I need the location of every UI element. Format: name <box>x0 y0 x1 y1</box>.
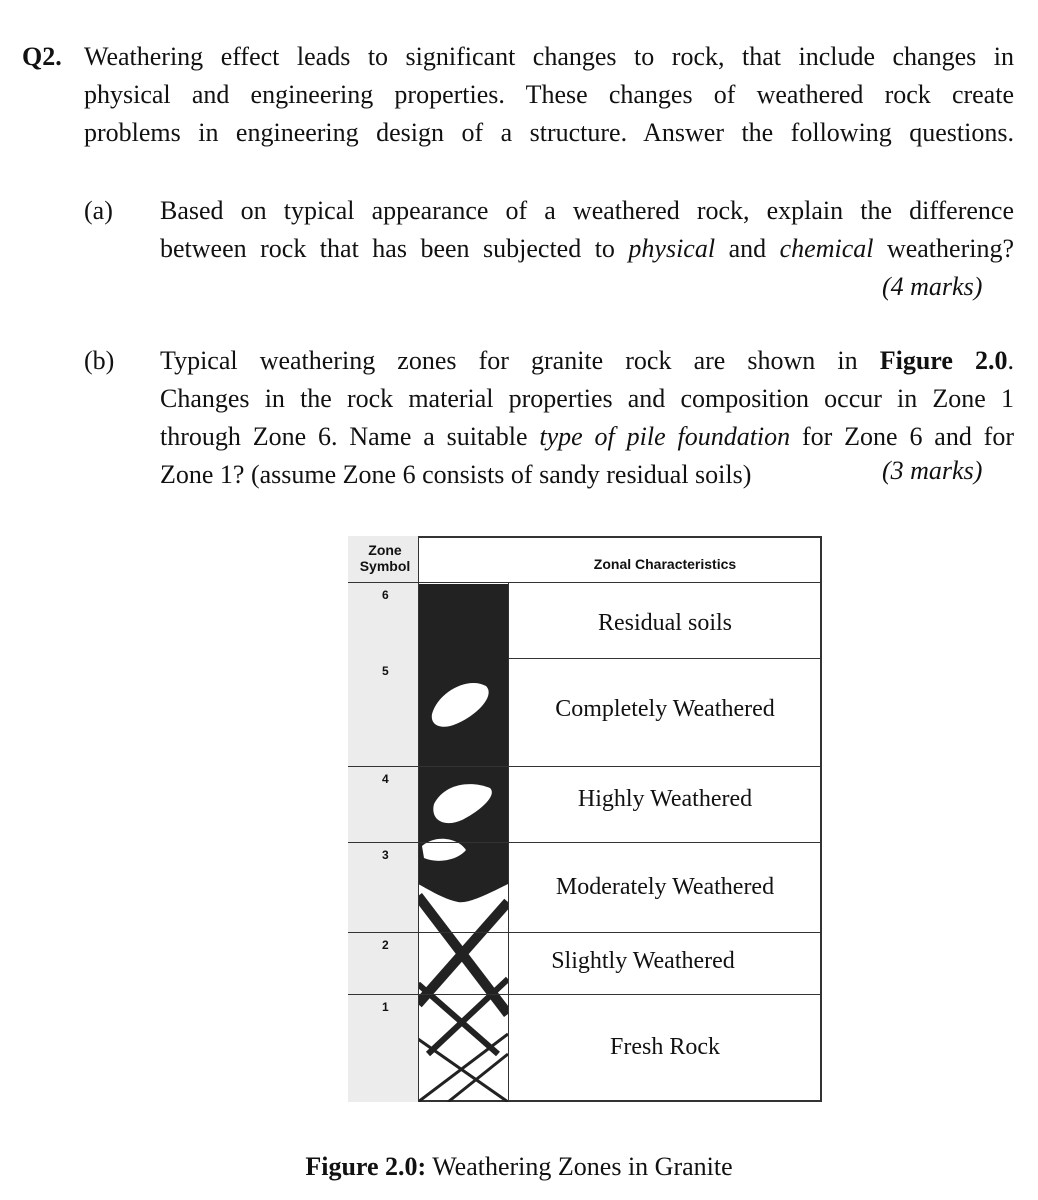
symbol-column-divider <box>418 536 419 1102</box>
part-a-label: (a) <box>84 196 113 225</box>
part-a-text <box>160 192 1014 268</box>
part-b-label: (b) <box>84 346 115 375</box>
part-a-line-2: between rock that has been subjected to physical and chemical weathering? <box>160 234 1014 263</box>
zone-label-1: Fresh Rock <box>610 1034 720 1060</box>
zone-label-3: Moderately Weathered <box>555 874 775 900</box>
figure-caption: Figure 2.0: Weathering Zones in Granite <box>305 1152 733 1181</box>
rock-profile-graphic <box>418 584 508 1102</box>
part-b-line-2: Changes in the rock material properties and composition occur in Zone 1 <box>160 384 1014 413</box>
question-number: Q2. <box>22 42 62 71</box>
zonal-characteristics-header: Zonal Characteristics <box>593 556 737 572</box>
part-b-line-4: Zone 1? (assume Zone 6 consists of sandy residual soils) <box>160 460 752 489</box>
part-b-line-3: through Zone 6. Name a suitable type of pile foundation for Zone 6 and for <box>160 422 1015 451</box>
zone-boundary <box>348 766 822 767</box>
zone-symbol-2: 2 <box>382 938 389 952</box>
zone-label-2: Slightly Weathered <box>551 948 735 974</box>
zone-label-5: Completely Weathered <box>555 696 775 722</box>
intro-line-1: Weathering effect leads to significant changes to rock, that include changes in <box>84 42 1014 71</box>
zone-boundary <box>508 658 822 659</box>
header-divider <box>348 582 822 583</box>
intro-line-2: physical and engineering properties. These changes of weathered rock create <box>84 80 1014 109</box>
intro-line-3: problems in engineering design of a structure. Answer the following questions. <box>84 118 1014 147</box>
zone-label-6: Residual soils <box>597 610 732 636</box>
zone-boundary <box>348 994 822 995</box>
weathering-zones-figure <box>348 536 822 1102</box>
zone-boundary <box>348 932 822 933</box>
zone-symbol-column <box>348 536 418 1102</box>
part-b-line-1: Typical weathering zones for granite rock are shown in Figure 2.0. <box>160 346 1014 375</box>
zone-symbol-3: 3 <box>382 848 389 862</box>
zone-symbol-1: 1 <box>382 1000 389 1014</box>
part-a-marks: (4 marks) <box>882 272 983 301</box>
zone-symbol-header: Zone Symbol <box>359 542 411 574</box>
zone-symbol-6: 6 <box>382 588 389 602</box>
part-a-line-1: Based on typical appearance of a weathered rock, explain the difference <box>160 196 1014 225</box>
part-b-marks: (3 marks) <box>882 456 983 485</box>
zone-label-4: Highly Weathered <box>577 786 753 812</box>
question-intro <box>84 38 1014 152</box>
zone-symbol-5: 5 <box>382 664 389 678</box>
zone-boundary <box>348 842 822 843</box>
zone-symbol-4: 4 <box>382 772 389 786</box>
